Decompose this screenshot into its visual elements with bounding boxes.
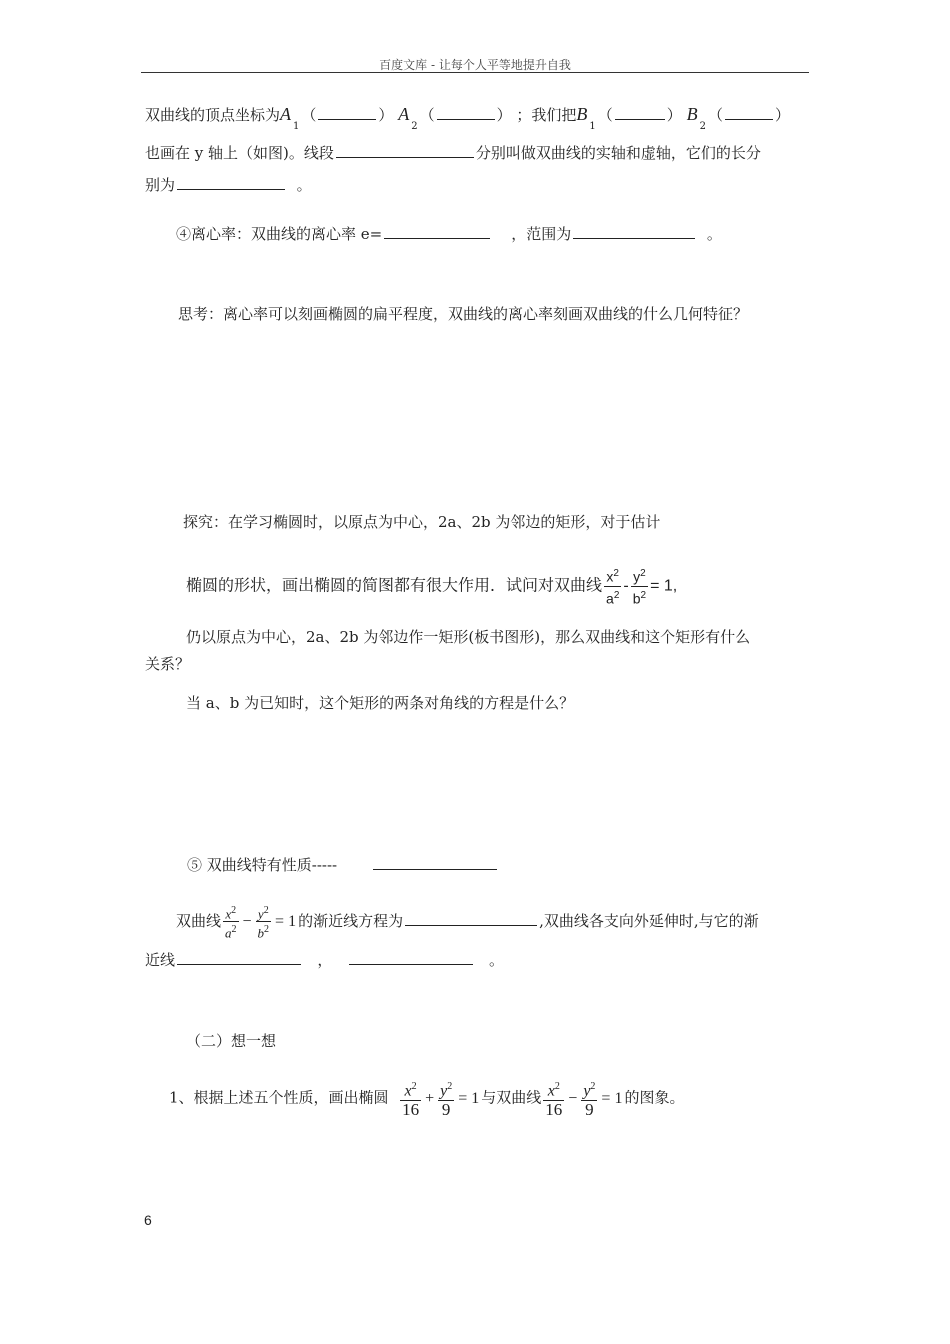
blank-near-2[interactable] (349, 950, 473, 965)
explore-line-4: 关系？ (145, 655, 191, 673)
axes-text: 也画在 y 轴上（如图)。线段 (145, 144, 334, 162)
comma: ， (317, 951, 333, 969)
asymptote-line-2 (145, 950, 504, 970)
var-b: B (686, 104, 698, 124)
explore-line-3: 仍以原点为中心，2a、2b 为邻边作一矩形(板书图形)，那么双曲线和这个矩形有什么 (186, 628, 751, 646)
blank-asymptote[interactable] (405, 911, 537, 926)
fraction-y2-b2: $\frac{y^2}{b^2}$ (631, 565, 648, 607)
section-2-title: （二）想一想 (186, 1032, 277, 1050)
fraction-y-b: $\frac{y^2}{b^2}$ (257, 905, 270, 941)
paren-close: ） (378, 106, 394, 124)
blank-property5[interactable] (373, 855, 497, 870)
blank-b2[interactable] (725, 105, 773, 120)
ecc-range-text: ，范围为 (511, 225, 572, 243)
fraction-y2-9: $\frac{y^2}{9}$ (581, 1078, 597, 1119)
asym-text: 双曲线 (176, 911, 222, 930)
asym-text-4: 近线 (145, 951, 176, 969)
page-header: 百度文库 - 让每个人平等地提升自我 (379, 58, 571, 72)
sub-2: 2 (699, 121, 706, 132)
sub-2: 2 (411, 121, 418, 132)
blank-lengths[interactable] (177, 175, 285, 190)
var-a: A (398, 104, 410, 124)
blank-b1[interactable] (615, 105, 665, 120)
sub-1: 1 (589, 121, 596, 132)
fraction-y2-9: $\frac{y^2}{9}$ (438, 1078, 454, 1119)
equals-one: = 1, (650, 577, 678, 595)
vertex-line (145, 104, 790, 132)
q1-text-3: 的图象。 (624, 1088, 685, 1107)
paren-open: （ (301, 106, 317, 124)
explore-line-2 (186, 565, 677, 607)
blank-ecc[interactable] (384, 224, 490, 239)
asymptote-line (176, 903, 759, 941)
length-line (145, 175, 312, 195)
minus-sign: − (568, 1089, 578, 1107)
q1-text: 1、根据上述五个性质，画出椭圆 (169, 1088, 389, 1107)
period: 。 (706, 225, 722, 243)
asym-text-2: 的渐近线方程为 (298, 911, 404, 930)
blank-a2[interactable] (437, 105, 495, 120)
var-a: A (280, 104, 292, 124)
period: 。 (488, 951, 504, 969)
blank-range[interactable] (573, 224, 695, 239)
think-line: 思考：离心率可以刻画椭圆的扁平程度，双曲线的离心率刻画双曲线的什么几何特征？ (178, 305, 749, 323)
fraction-x-a: $\frac{x^2}{a^2}$ (225, 905, 237, 941)
period: 。 (296, 176, 312, 194)
paren-open: （ (707, 106, 723, 124)
q1-text-2: 与双曲线 (481, 1088, 542, 1107)
blank-segments[interactable] (336, 143, 474, 158)
paren-open: （ (597, 106, 613, 124)
paren-open: （ (419, 106, 435, 124)
blank-near-1[interactable] (177, 950, 301, 965)
property5-text: ⑤ 双曲线特有性质----- (187, 856, 338, 874)
eccentricity-line (176, 224, 722, 244)
equals-one: = 1 (601, 1089, 623, 1107)
paren-close: ） (666, 106, 682, 124)
vertex-text: 双曲线的顶点坐标为 (145, 106, 281, 124)
equals-one: = 1 (458, 1089, 480, 1107)
blank-a1[interactable] (318, 105, 376, 120)
page-number: 6 (144, 1212, 152, 1228)
axes-line (145, 143, 761, 163)
minus-sign: - (623, 577, 629, 595)
question-1 (169, 1078, 684, 1119)
equals-one: = 1 (275, 912, 297, 930)
header-divider (141, 72, 809, 73)
paren-close: ） (496, 106, 512, 124)
explore-line-1: 探究：在学习椭圆时，以原点为中心，2a、2b 为邻边的矩形，对于估计 (183, 513, 661, 531)
fraction-x2-16: $\frac{x^2}{16}$ (400, 1078, 421, 1119)
sub-1: 1 (293, 121, 300, 132)
fraction-x2-a2: $\frac{x^2}{a^2}$ (604, 565, 621, 607)
length-text: 别为 (145, 176, 176, 194)
paren-close: ） (774, 106, 790, 124)
plus-sign: + (425, 1089, 435, 1107)
vertex-text-2: ；我们把 (516, 106, 577, 124)
explore-text-2: 椭圆的形状，画出椭圆的简图都有很大作用．试问对双曲线 (186, 577, 603, 595)
ecc-text: ④离心率：双曲线的离心率 e= (176, 225, 383, 243)
property5-line (187, 855, 499, 875)
asym-text-3: ,双曲线各支向外延伸时,与它的渐 (539, 911, 759, 930)
axes-text-2: 分别叫做双曲线的实轴和虚轴，它们的长分 (475, 144, 761, 162)
minus-sign: − (242, 912, 252, 930)
var-b: B (576, 104, 588, 124)
fraction-x2-16: $\frac{x^2}{16}$ (543, 1078, 564, 1119)
explore-line-5: 当 a、b 为已知时，这个矩形的两条对角线的方程是什么？ (186, 694, 575, 712)
